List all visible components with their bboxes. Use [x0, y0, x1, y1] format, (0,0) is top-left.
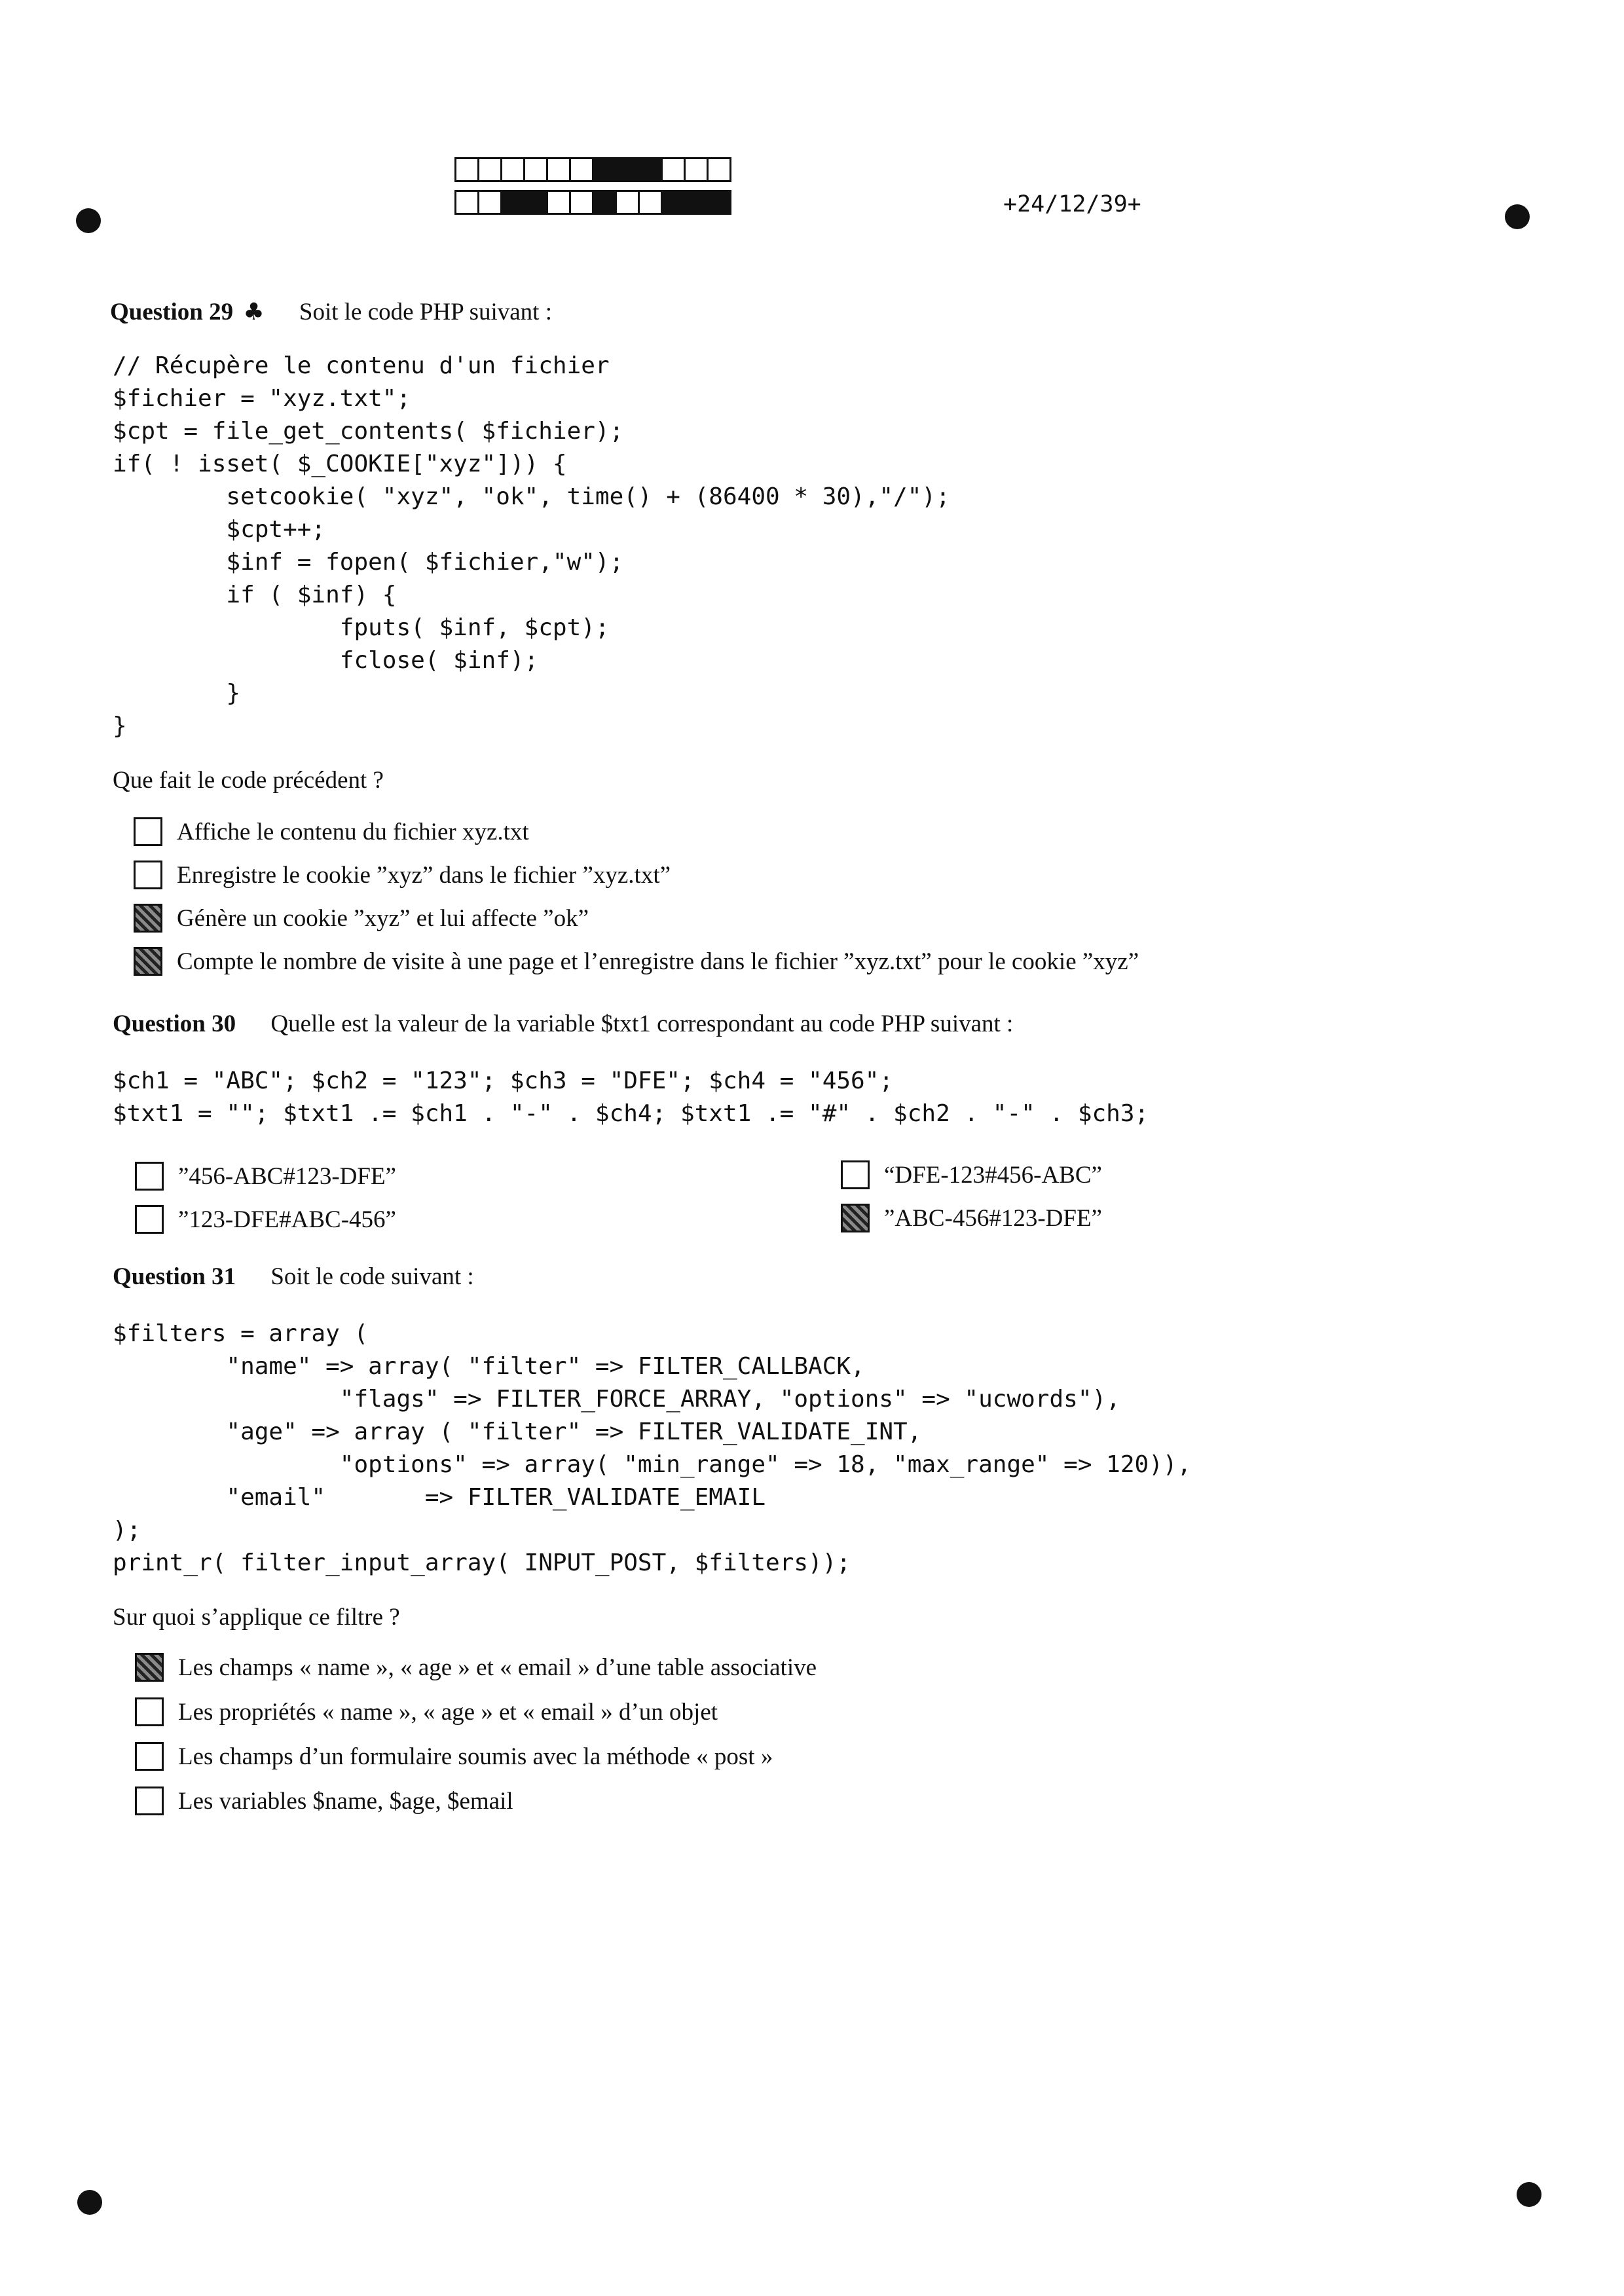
- answer-label: Les champs « name », « age » et « email » d’une table associative: [178, 1654, 817, 1681]
- answer-checkbox[interactable]: [135, 1697, 164, 1726]
- registration-mark-bottom-left: [77, 2190, 102, 2215]
- php-code-block: // Récupère le contenu d'un fichier $fichier = "xyz.txt"; $cpt = file_get_contents( $fichier); if( ! isset( $_COOKIE["xyz"])) { setcookie( "xyz", "ok", time() + (86400 * 30),"/"); $cpt++; $inf = fopen( $fichier,"w"); if ( $inf) { fputs( $inf, $cpt); fclose( $inf); } }: [113, 352, 950, 739]
- barcode-cell-filled: [592, 157, 617, 182]
- answer-checkbox[interactable]: [135, 1162, 164, 1191]
- registration-mark-top-right: [1505, 204, 1530, 229]
- barcode-cell-filled: [684, 190, 709, 215]
- barcode-cell-empty: [523, 157, 548, 182]
- question-intro: Quelle est la valeur de la variable $txt1 correspondant au code PHP suivant :: [270, 1010, 1014, 1037]
- answer-checkbox[interactable]: [135, 1787, 164, 1815]
- answer-label: Les variables $name, $age, $email: [178, 1787, 513, 1815]
- answer-label: Enregistre le cookie ”xyz” dans le fichier ”xyz.txt”: [177, 861, 671, 889]
- barcode-cell-empty: [684, 157, 709, 182]
- barcode-cell-empty: [454, 190, 479, 215]
- question-intro: Soit le code PHP suivant :: [299, 299, 552, 325]
- registration-mark-bottom-right: [1517, 2182, 1541, 2207]
- answer-checkbox[interactable]: [135, 1742, 164, 1771]
- answer-option[interactable]: [841, 1204, 1102, 1232]
- barcode-cell-empty: [546, 190, 571, 215]
- barcode-cell-empty: [707, 157, 731, 182]
- barcode-cell-filled: [661, 190, 686, 215]
- barcode-cell-filled: [500, 190, 525, 215]
- barcode-cell-filled: [592, 190, 617, 215]
- question-intro: Soit le code suivant :: [270, 1263, 474, 1290]
- answer-option[interactable]: [135, 1205, 396, 1234]
- question-prompt: Sur quoi s’applique ce filtre ?: [113, 1604, 400, 1631]
- answer-option[interactable]: [135, 1742, 773, 1771]
- question-29-heading: [110, 298, 552, 326]
- answer-checkbox[interactable]: [134, 861, 162, 889]
- barcode-cell-empty: [477, 157, 502, 182]
- barcode-cell-empty: [569, 157, 594, 182]
- question-number: Question 30: [113, 1010, 236, 1037]
- barcode-cell-empty: [477, 190, 502, 215]
- answer-label: Affiche le contenu du fichier xyz.txt: [177, 818, 529, 845]
- answer-checkbox-checked[interactable]: [135, 1653, 164, 1682]
- answer-option[interactable]: [841, 1160, 1102, 1189]
- answer-option[interactable]: [135, 1787, 513, 1815]
- page-barcode-row-1: [454, 157, 729, 182]
- barcode-cell-filled: [638, 157, 663, 182]
- barcode-cell-empty: [615, 190, 640, 215]
- barcode-cell-empty: [569, 190, 594, 215]
- answer-checkbox-checked[interactable]: [134, 904, 162, 933]
- answer-option[interactable]: [134, 904, 589, 933]
- answer-option[interactable]: [135, 1697, 718, 1726]
- answer-option[interactable]: [135, 1162, 396, 1191]
- answer-option[interactable]: [134, 817, 529, 846]
- php-code-block: $ch1 = "ABC"; $ch2 = "123"; $ch3 = "DFE"; $ch4 = "456"; $txt1 = ""; $txt1 .= $ch1 . "-" . $ch4; $txt1 .= "#" . $ch2 . "-" . $ch3;: [113, 1067, 1149, 1127]
- answer-checkbox-checked[interactable]: [134, 947, 162, 976]
- answer-label: Les propriétés « name », « age » et « email » d’un objet: [178, 1698, 718, 1726]
- answer-label: Génère un cookie ”xyz” et lui affecte ”ok”: [177, 904, 589, 932]
- barcode-cell-empty: [638, 190, 663, 215]
- answer-checkbox[interactable]: [134, 817, 162, 846]
- barcode-cell-filled: [707, 190, 731, 215]
- barcode-cell-empty: [661, 157, 686, 182]
- question-31-heading: [113, 1263, 474, 1291]
- page-barcode-row-2: [454, 190, 729, 215]
- barcode-cell-empty: [454, 157, 479, 182]
- answer-option[interactable]: [134, 861, 671, 889]
- answer-option[interactable]: [134, 947, 1139, 976]
- barcode-cell-filled: [615, 157, 640, 182]
- answer-label: ”123-DFE#ABC-456”: [178, 1206, 396, 1233]
- answer-label: “DFE-123#456-ABC”: [884, 1161, 1102, 1189]
- registration-mark-top-left: [76, 208, 101, 233]
- answer-label: Les champs d’un formulaire soumis avec la méthode « post »: [178, 1743, 773, 1770]
- question-prompt: Que fait le code précédent ?: [113, 767, 384, 794]
- barcode-cell-empty: [546, 157, 571, 182]
- page-id: +24/12/39+: [1003, 191, 1141, 217]
- club-icon: ♣: [243, 299, 265, 325]
- answer-checkbox-checked[interactable]: [841, 1204, 870, 1232]
- question-number: Question 31: [113, 1263, 236, 1290]
- barcode-cell-empty: [500, 157, 525, 182]
- answer-option[interactable]: [135, 1653, 817, 1682]
- barcode-cell-filled: [523, 190, 548, 215]
- question-30-heading: [113, 1010, 1013, 1038]
- question-number: Question 29: [110, 299, 234, 325]
- answer-label: ”ABC-456#123-DFE”: [884, 1204, 1102, 1232]
- answer-checkbox[interactable]: [135, 1205, 164, 1234]
- php-code-block: $filters = array ( "name" => array( "filter" => FILTER_CALLBACK, "flags" => FILTER_FORCE_ARRAY, "options" => "ucwords"), "age" => array ( "filter" => FILTER_VALIDATE_INT, "options" => array( "min_range" => 18, "max_range" => 120)), "email" => FILTER_VALIDATE_EMAIL ); print_r( filter_input_array( INPUT_POST, $filters));: [113, 1320, 1192, 1576]
- answer-label: Compte le nombre de visite à une page et l’enregistre dans le fichier ”xyz.txt” pour le cookie ”xyz”: [177, 948, 1139, 975]
- answer-checkbox[interactable]: [841, 1160, 870, 1189]
- answer-label: ”456-ABC#123-DFE”: [178, 1162, 396, 1190]
